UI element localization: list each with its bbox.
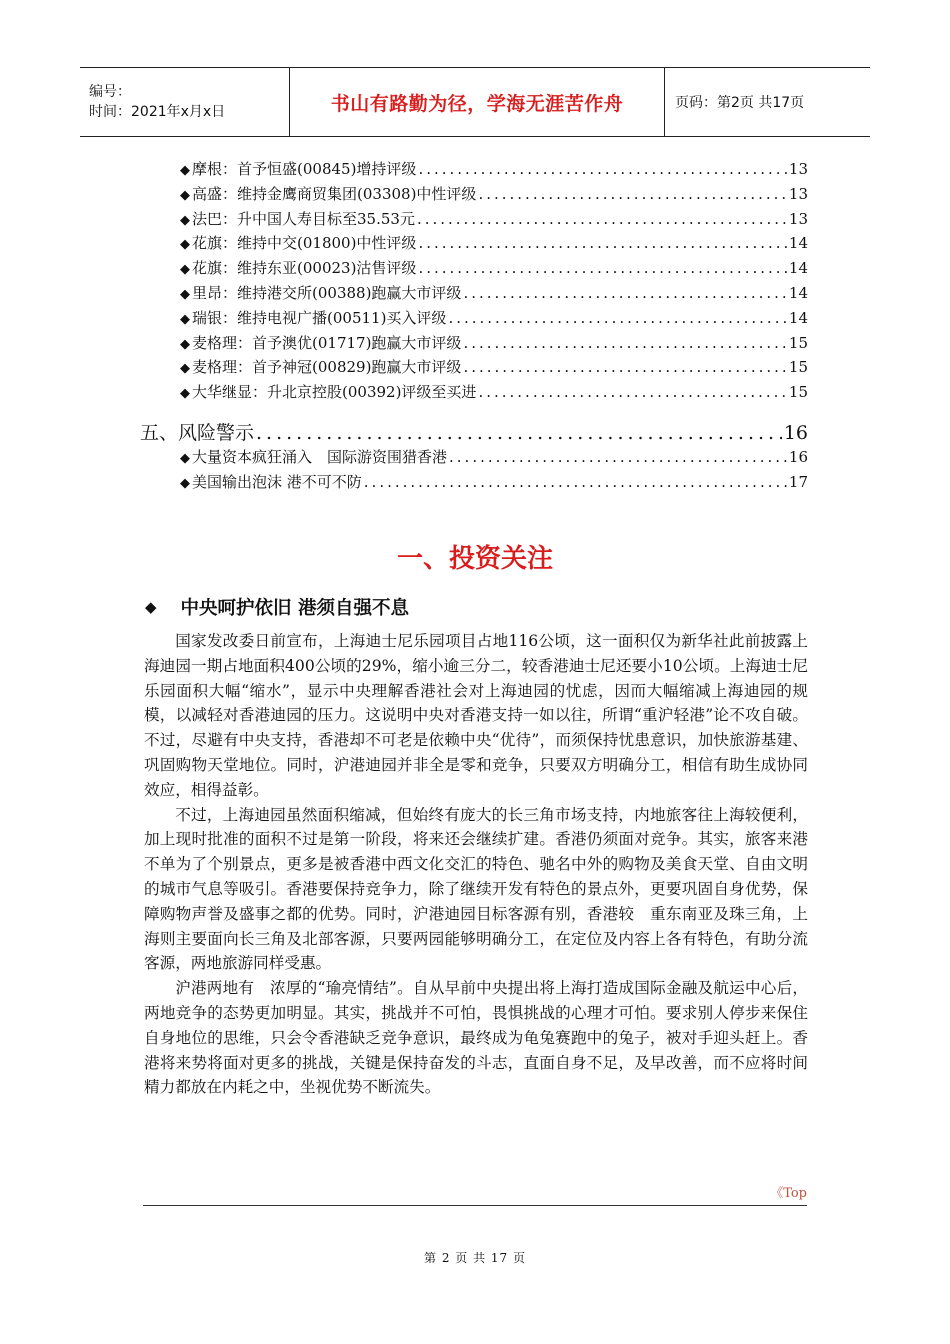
diamond-bullet-icon: ◆ <box>180 237 190 253</box>
toc-item-label: 里昂：维持港交所(00388)跑赢大市评级 <box>192 283 462 302</box>
toc-item-label: 法巴：升中国人寿目标至35.53元 <box>192 209 415 228</box>
diamond-bullet-icon: ◆ <box>180 311 190 327</box>
diamond-bullet-icon: ◆ <box>180 336 190 352</box>
article-body <box>144 629 808 1100</box>
toc-section-page: 16 <box>783 421 808 444</box>
toc-leader <box>256 422 782 444</box>
page-footer: 第 2 页 共 17 页 <box>424 1251 526 1265</box>
toc-item-label: 大量资本疯狂涌入 国际游资围猎香港 <box>192 447 448 466</box>
toc-item-label: 花旗：维持东亚(00023)沽售评级 <box>192 259 417 278</box>
header-motto-cell <box>289 68 665 136</box>
header-meta <box>80 68 289 136</box>
time-label: 时间：2021年x月x日 <box>89 104 226 120</box>
toc-item[interactable] <box>140 446 808 471</box>
motto: 书山有路勤为径，学海无涯苦作舟 <box>330 92 624 115</box>
back-to-top-link[interactable]: 《Top <box>770 1186 807 1201</box>
diamond-bullet-icon: ◆ <box>145 598 157 616</box>
toc-section-risk[interactable] <box>140 406 808 446</box>
toc-item-label: 瑞银：维持电视广播(00511)买入评级 <box>192 308 447 327</box>
toc-item-page: 15 <box>788 358 808 377</box>
toc-item[interactable] <box>140 307 808 332</box>
toc-group-b <box>140 446 808 496</box>
toc-leader <box>463 334 786 352</box>
diamond-bullet-icon: ◆ <box>180 361 190 377</box>
toc-leader <box>418 160 786 178</box>
table-of-contents <box>140 158 808 496</box>
toc-item-page: 14 <box>788 283 808 302</box>
toc-item[interactable] <box>140 282 808 307</box>
diamond-bullet-icon: ◆ <box>180 163 190 178</box>
number-label: 编号： <box>89 84 131 100</box>
toc-item[interactable] <box>140 208 808 233</box>
toc-item[interactable] <box>140 183 808 208</box>
header-page-cell <box>665 68 870 136</box>
toc-item[interactable] <box>140 356 808 381</box>
toc-item-page: 13 <box>788 184 808 203</box>
diamond-bullet-icon: ◆ <box>180 212 190 228</box>
toc-item[interactable] <box>140 381 808 406</box>
diamond-bullet-icon: ◆ <box>180 187 190 203</box>
toc-leader <box>418 234 786 252</box>
toc-item-page: 13 <box>788 160 808 178</box>
divider <box>143 1205 807 1206</box>
paragraph: 沪港两地有 浓厚的“瑜亮情结”。自从早前中央提出将上海打造成国际金融及航运中心后，两地竞争的态势更加明显。其实，挑战并不可怕，畏惧挑战的心理才可怕。要求别人停步来保住自身地位的思维，只会令香港缺乏竞争意识，最终成为龟兔赛跑中的兔子，被对手迎头赶上。香港将来势将面对更多的挑战，关键是保持奋发的斗志，直面自身不足，及早改善，而不应将时间精力都放在内耗之中，坐视优势不断流失。 <box>144 979 808 1097</box>
toc-item-page: 13 <box>788 209 808 228</box>
toc-leader <box>364 473 787 491</box>
page-label: 页码：第2页 共17页 <box>675 95 805 111</box>
toc-item-page: 15 <box>788 333 808 352</box>
toc-item-page: 14 <box>788 308 808 327</box>
toc-item-label: 高盛：维持金鹰商贸集团(03308)中性评级 <box>192 184 477 203</box>
toc-item-page: 14 <box>788 234 808 253</box>
toc-item[interactable] <box>140 471 808 496</box>
section-title: 一、投资关注 <box>396 544 553 574</box>
subheading <box>145 594 409 620</box>
toc-leader <box>463 284 786 302</box>
toc-item-page: 16 <box>788 447 808 466</box>
toc-item-label: 麦格理：首予澳优(01717)跑赢大市评级 <box>192 333 462 352</box>
page-header <box>80 67 870 137</box>
toc-leader <box>417 210 787 228</box>
toc-item-page: 15 <box>788 383 808 402</box>
diamond-bullet-icon: ◆ <box>180 286 190 302</box>
toc-item-label: 摩根：首予恒盛(00845)增持评级 <box>192 160 417 178</box>
diamond-bullet-icon: ◆ <box>180 475 190 491</box>
toc-item-label: 美国输出泡沫 港不可不防 <box>192 472 362 491</box>
toc-group-a <box>140 158 808 406</box>
diamond-bullet-icon: ◆ <box>180 386 190 402</box>
paragraph: 不过，上海迪园虽然面积缩减，但始终有庞大的长三角市场支持，内地旅客往上海较便利，加上现时批准的面积不过是第一阶段，将来还会继续扩建。香港仍须面对竞争。其实，旅客来港不单为了个别景点，更多是被香港中西文化交汇的特色、驰名中外的购物及美食天堂、自由文明的城市气息等吸引。香港要保持竞争力，除了继续开发有特色的景点外，更要巩固自身优势，保障购物声誉及盛事之都的优势。同时，沪港迪园目标客源有别，香港较 重东南亚及珠三角，上海则主要面向长三角及北部客源，只要两园能够明确分工，在定位及内容上各有特色，有助分流客源，两地旅游同样受惠。 <box>144 805 808 973</box>
diamond-bullet-icon: ◆ <box>180 450 190 466</box>
paragraph: 国家发改委日前宣布，上海迪士尼乐园项目占地116公顷，这一面积仅为新华社此前披露上海迪园一期占地面积400公顷的29%，缩小逾三分二，较香港迪士尼还要小10公顷。上海迪士尼乐园面积大幅“缩水”，显示中央理解香港社会对上海迪园的忧虑，因而大幅缩减上海迪园的规模，以减轻对香港迪园的压力。这说明中央对香港支持一如以往，所谓“重沪轻港”论不攻自破。不过，尽避有中央支持，香港却不可老是依赖中央“优待”，而须保持忧患意识，加快旅游基建、巩固购物天堂地位。同时，沪港迪园并非全是零和竞争，只要双方明确分工，相信有助生成协同效应，相得益彰。 <box>144 632 808 799</box>
diamond-bullet-icon: ◆ <box>180 262 190 278</box>
toc-item[interactable] <box>140 232 808 257</box>
toc-item-label: 大华继显：升北京控股(00392)评级至买进 <box>192 383 477 402</box>
toc-leader <box>448 309 786 327</box>
toc-leader <box>418 259 786 277</box>
toc-item-page: 14 <box>788 259 808 278</box>
toc-leader <box>478 383 786 401</box>
toc-item[interactable] <box>140 332 808 357</box>
subheading-text: 中央呵护依旧 港须自强不息 <box>180 598 409 619</box>
toc-item-page: 17 <box>788 472 808 491</box>
toc-item-label: 花旗：维持中交(01800)中性评级 <box>192 234 417 253</box>
toc-section-label: 五、风险警示 <box>140 421 255 444</box>
toc-leader <box>449 448 787 466</box>
toc-item-label: 麦格理：首予神冠(00829)跑赢大市评级 <box>192 358 462 377</box>
toc-item[interactable] <box>140 257 808 282</box>
toc-leader <box>478 185 786 203</box>
toc-leader <box>463 358 786 376</box>
toc-item[interactable] <box>140 158 808 183</box>
